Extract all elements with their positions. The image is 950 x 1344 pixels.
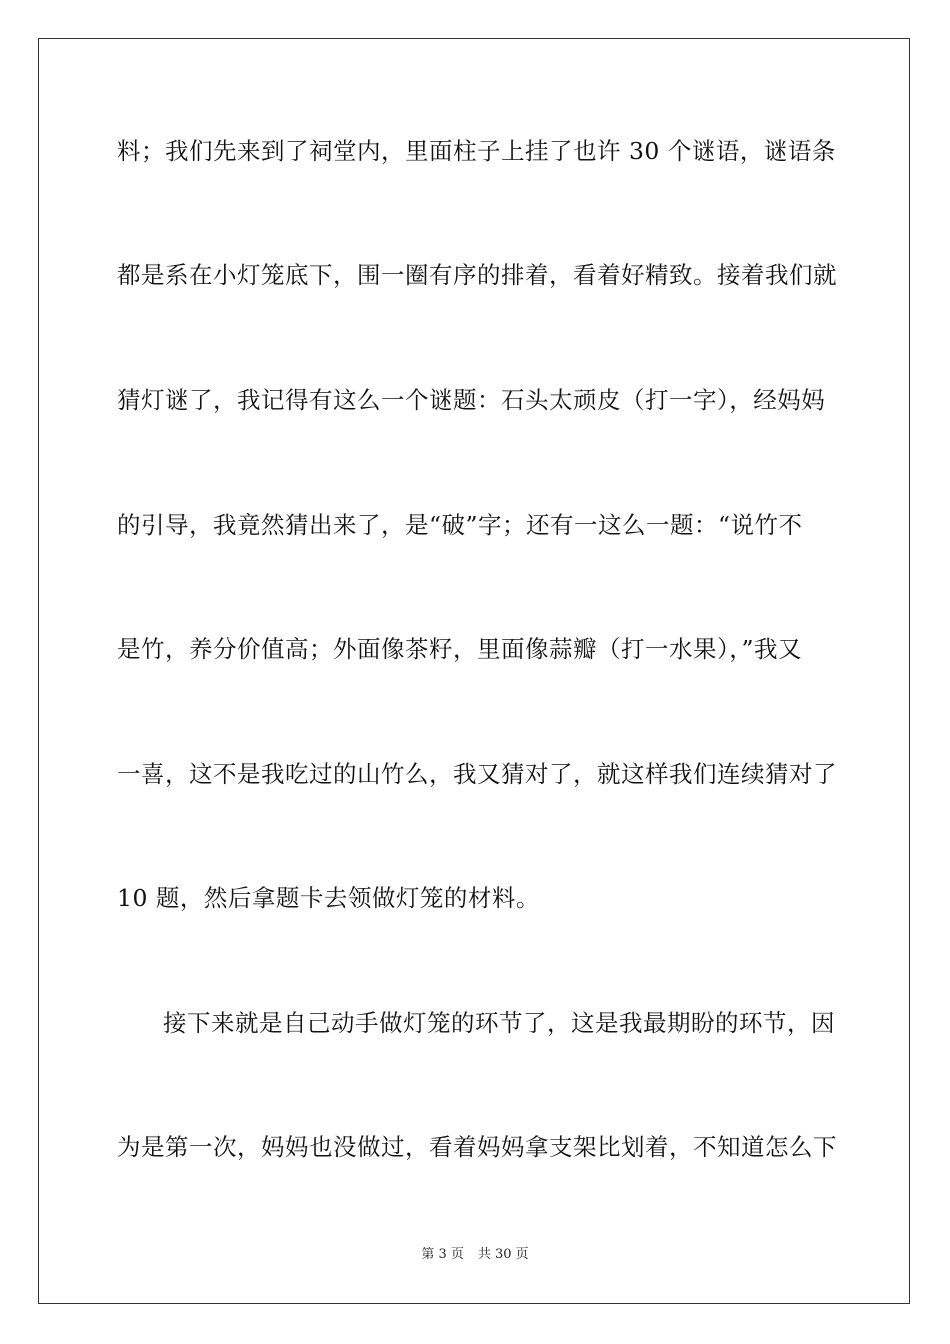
text-line: 10 题，然后拿题卡去领做灯笼的材料。	[117, 884, 540, 912]
text-line: 为是第一次，妈妈也没做过，看着妈妈拿支架比划着，不知道怎么下	[117, 1133, 837, 1161]
page-footer	[0, 1246, 950, 1264]
text-line: 猜灯谜了，我记得有这么一个谜题：石头太顽皮（打一字），经妈妈	[117, 386, 826, 414]
text-line: 都是系在小灯笼底下，围一圈有序的排着，看着好精致。接着我们就	[117, 261, 837, 289]
text-line: 的引导，我竟然猜出来了，是“破”字；还有一这么一题：“说竹不	[117, 511, 803, 539]
page-border	[38, 38, 910, 1304]
page-number: 第 3 页	[421, 1247, 464, 1262]
text-line: 一喜，这不是我吃过的山竹么，我又猜对了，就这样我们连续猜对了	[117, 760, 837, 788]
paragraph-first-line: 接下来就是自己动手做灯笼的环节了，这是我最期盼的环节，因	[163, 1009, 835, 1037]
text-line: 料；我们先来到了祠堂内，里面柱子上挂了也许 30 个谜语，谜语条	[117, 137, 836, 165]
page-total: 共 30 页	[477, 1247, 529, 1262]
text-line: 是竹，养分价值高；外面像茶籽，里面像蒜瓣（打一水果），”我又	[117, 635, 803, 663]
